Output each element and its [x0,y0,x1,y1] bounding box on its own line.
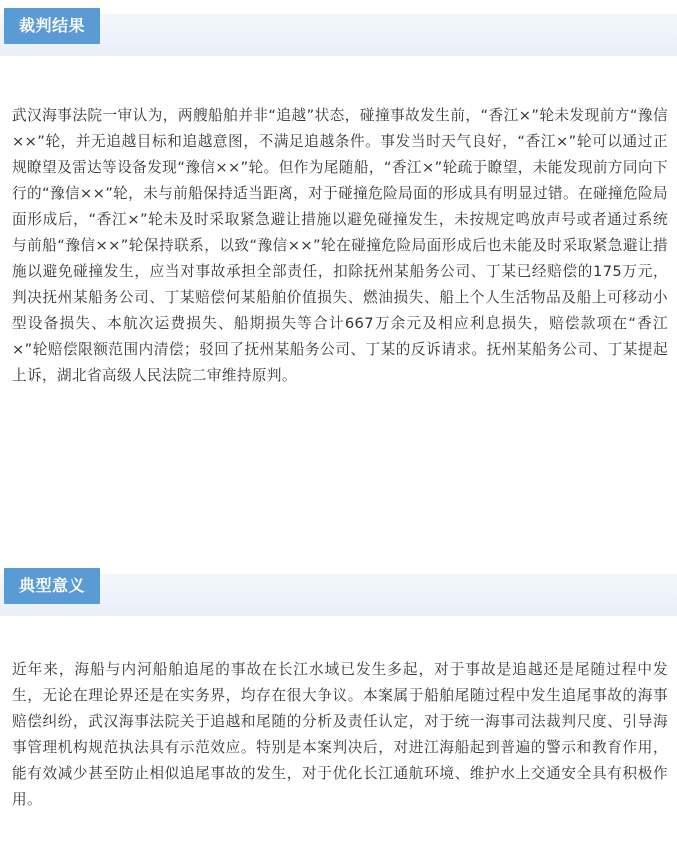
paragraph-significance: 近年来，海船与内河船舶追尾的事故在长江水域已发生多起，对于事故是追越还是尾随过程中发生，无论在理论界还是在实务界，均存在很大争议。本案属于船舶尾随过程中发生追尾事故的海事赔偿纠纷，武汉海事法院关于追越和尾随的分析及责任认定，对于统一海事司法裁判尺度、引导海事管理机构规范执法具有示范效应。特别是本案判决后，对进江海船起到普遍的警示和教育作用，能有效减少甚至防止相似追尾事故的发生，对于优化长江通航环境、维护水上交通安全具有积极作用。 [12,661,668,808]
section-title-judgment: 裁判结果 [4,8,100,44]
section-header-significance [0,560,677,616]
section-significance [0,560,677,616]
section-judgment [0,0,677,56]
header-band [0,574,677,616]
paragraph-judgment: 武汉海事法院一审认为，两艘船舶并非“追越”状态，碰撞事故发生前，“香江×”轮未发现前方“豫信××”轮，并无追越目标和追越意图，不满足追越条件。事发当时天气良好，“香江×”轮可以通过正规瞭望及雷达等设备发现“豫信××”轮。但作为尾随船，“香江×”轮疏于瞭望，未能发现前方同向下行的“豫信××”轮，未与前船保持适当距离，对于碰撞危险局面的形成具有明显过错。在碰撞危险局面形成后，“香江×”轮未及时采取紧急避让措施以避免碰撞发生，未按规定鸣放声号或者通过系统与前船“豫信××”轮保持联系，以致“豫信××”轮在碰撞危险局面形成后也未能及时采取紧急避让措施以避免碰撞发生，应当对事故承担全部责任，扣除抚州某船务公司、丁某已经赔偿的175万元，判决抚州某船务公司、丁某赔偿何某船舶价值损失、燃油损失、船上个人生活物品及船上可移动小型设备损失、本航次运费损失、船期损失等合计667万余元及相应利息损失，赔偿款项在“香江×”轮赔偿限额范围内清偿；驳回了抚州某船务公司、丁某的反诉请求。抚州某船务公司、丁某提起上诉，湖北省高级人民法院二审维持原判。 [12,107,668,384]
section-title-significance: 典型意义 [4,568,100,604]
header-band [0,14,677,56]
section-header-judgment [0,0,677,56]
